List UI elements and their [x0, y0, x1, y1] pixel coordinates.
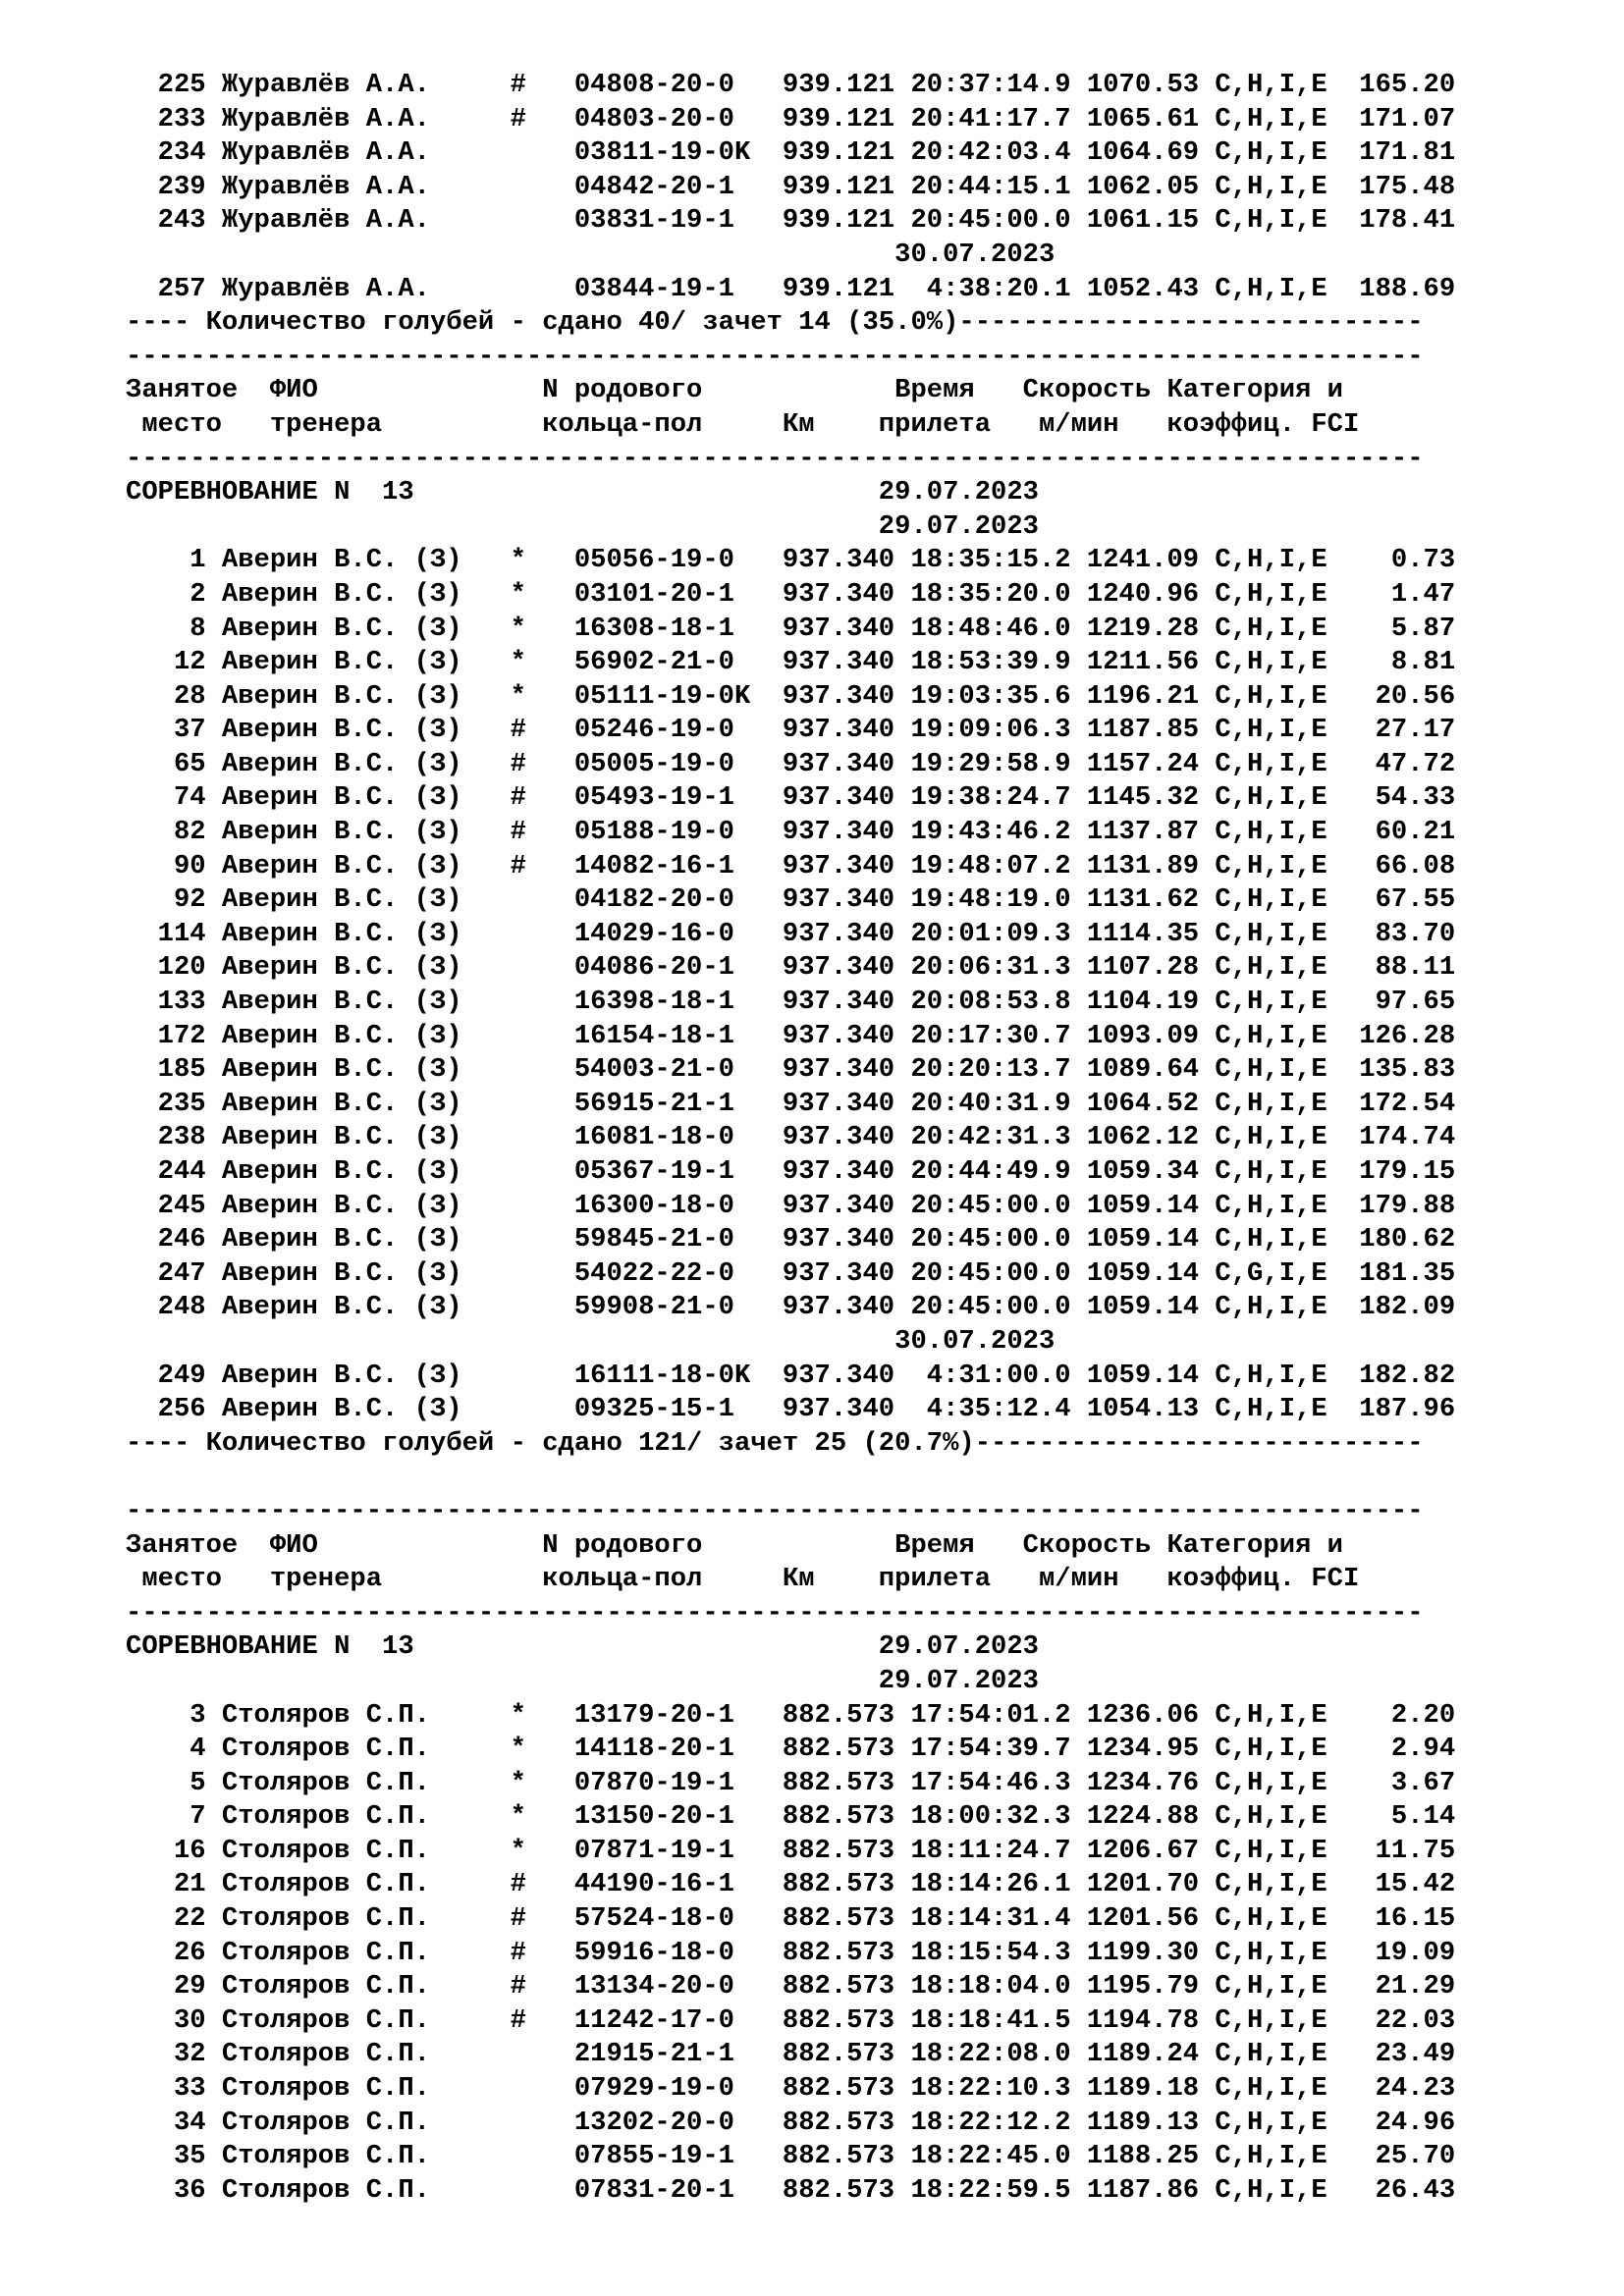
results-page [126, 69, 1455, 2208]
result-row: 120 Аверин В.С. (З) 04086-20-1 937.340 20:06:31.3 1107.28 C,H,I,E 88.11 [126, 952, 1456, 984]
table-header: место тренера кольца-пол Км прилета м/мин коэффиц. FCI [126, 1564, 1360, 1595]
result-row: 5 Столяров С.П. * 07870-19-1 882.573 17:54:46.3 1234.76 C,H,I,E 3.67 [126, 1767, 1456, 1798]
result-row: 256 Аверин В.С. (З) 09325-15-1 937.340 4:35:12.4 1054.13 C,H,I,E 187.96 [126, 1394, 1456, 1425]
result-row: 238 Аверин В.С. (З) 16081-18-0 937.340 20:42:31.3 1062.12 C,H,I,E 174.74 [126, 1122, 1456, 1153]
result-row: 8 Аверин В.С. (З) * 16308-18-1 937.340 18:48:46.0 1219.28 C,H,I,E 5.87 [126, 613, 1456, 644]
result-row: 233 Журавлёв А.А. # 04803-20-0 939.121 20:41:17.7 1065.61 C,H,I,E 171.07 [126, 103, 1456, 134]
result-row: 26 Столяров С.П. # 59916-18-0 882.573 18:15:54.3 1199.30 C,H,I,E 19.09 [126, 1937, 1456, 1968]
result-row: 30 Столяров С.П. # 11242-17-0 882.573 18:18:41.5 1194.78 C,H,I,E 22.03 [126, 2004, 1456, 2036]
date-line: 29.07.2023 [126, 510, 1039, 542]
summary-line: ---- Количество голубей - сдано 40/ зачет 14 (35.0%)----------------------------- [126, 307, 1424, 339]
result-row: 243 Журавлёв А.А. 03831-19-1 939.121 20:45:00.0 1061.15 C,H,I,E 178.41 [126, 205, 1456, 237]
separator-line: --------------------------------------------------------------------------------- [126, 341, 1424, 372]
result-row: 16 Столяров С.П. * 07871-19-1 882.573 18:11:24.7 1206.67 C,H,I,E 11.75 [126, 1835, 1456, 1866]
competition-heading: СОРЕВНОВАНИЕ N 13 29.07.2023 [126, 1631, 1039, 1663]
blank-line [126, 1461, 1455, 1495]
result-row: 234 Журавлёв А.А. 03811-19-0K 939.121 20:42:03.4 1064.69 C,H,I,E 171.81 [126, 137, 1456, 169]
result-row: 2 Аверин В.С. (З) * 03101-20-1 937.340 18:35:20.0 1240.96 C,H,I,E 1.47 [126, 578, 1456, 610]
result-row: 90 Аверин В.С. (З) # 14082-16-1 937.340 19:48:07.2 1131.89 C,H,I,E 66.08 [126, 850, 1456, 881]
result-row: 82 Аверин В.С. (З) # 05188-19-0 937.340 19:43:46.2 1137.87 C,H,I,E 60.21 [126, 817, 1456, 848]
result-row: 3 Столяров С.П. * 13179-20-1 882.573 17:54:01.2 1236.06 C,H,I,E 2.20 [126, 1699, 1456, 1731]
result-row: 246 Аверин В.С. (З) 59845-21-0 937.340 20:45:00.0 1059.14 C,H,I,E 180.62 [126, 1224, 1456, 1255]
result-row: 249 Аверин В.С. (З) 16111-18-0K 937.340 4:31:00.0 1059.14 C,H,I,E 182.82 [126, 1360, 1456, 1391]
result-row: 245 Аверин В.С. (З) 16300-18-0 937.340 20:45:00.0 1059.14 C,H,I,E 179.88 [126, 1190, 1456, 1221]
result-row: 32 Столяров С.П. 21915-21-1 882.573 18:22:08.0 1189.24 C,H,I,E 23.49 [126, 2039, 1456, 2070]
result-row: 37 Аверин В.С. (З) # 05246-19-0 937.340 19:09:06.3 1187.85 C,H,I,E 27.17 [126, 715, 1456, 746]
result-row: 29 Столяров С.П. # 13134-20-0 882.573 18:18:04.0 1195.79 C,H,I,E 21.29 [126, 1971, 1456, 2002]
result-row: 35 Столяров С.П. 07855-19-1 882.573 18:22:45.0 1188.25 C,H,I,E 25.70 [126, 2141, 1456, 2172]
result-row: 74 Аверин В.С. (З) # 05493-19-1 937.340 19:38:24.7 1145.32 C,H,I,E 54.33 [126, 782, 1456, 814]
result-row: 92 Аверин В.С. (З) 04182-20-0 937.340 19:48:19.0 1131.62 C,H,I,E 67.55 [126, 884, 1456, 916]
result-row: 12 Аверин В.С. (З) * 56902-21-0 937.340 18:53:39.9 1211.56 C,H,I,E 8.81 [126, 647, 1456, 678]
table-header: место тренера кольца-пол Км прилета м/мин коэффиц. FCI [126, 408, 1360, 440]
date-line: 30.07.2023 [126, 239, 1056, 270]
result-row: 185 Аверин В.С. (З) 54003-21-0 937.340 20:20:13.7 1089.64 C,H,I,E 135.83 [126, 1054, 1456, 1086]
result-row: 28 Аверин В.С. (З) * 05111-19-0K 937.340 19:03:35.6 1196.21 C,H,I,E 20.56 [126, 680, 1456, 712]
date-line: 29.07.2023 [126, 1665, 1039, 1696]
result-row: 33 Столяров С.П. 07929-19-0 882.573 18:22:10.3 1189.18 C,H,I,E 24.23 [126, 2073, 1456, 2105]
result-row: 257 Журавлёв А.А. 03844-19-1 939.121 4:38:20.1 1052.43 C,H,I,E 188.69 [126, 273, 1456, 304]
result-row: 239 Журавлёв А.А. 04842-20-1 939.121 20:44:15.1 1062.05 C,H,I,E 175.48 [126, 171, 1456, 202]
result-row: 65 Аверин В.С. (З) # 05005-19-0 937.340 19:29:58.9 1157.24 C,H,I,E 47.72 [126, 748, 1456, 779]
separator-line: --------------------------------------------------------------------------------- [126, 1495, 1424, 1526]
result-row: 248 Аверин В.С. (З) 59908-21-0 937.340 20:45:00.0 1059.14 C,H,I,E 182.09 [126, 1292, 1456, 1323]
table-header: Занятое ФИО N родового Время Скорость Категория и [126, 1529, 1343, 1561]
result-row: 133 Аверин В.С. (З) 16398-18-1 937.340 20:08:53.8 1104.19 C,H,I,E 97.65 [126, 987, 1456, 1018]
result-row: 114 Аверин В.С. (З) 14029-16-0 937.340 20:01:09.3 1114.35 C,H,I,E 83.70 [126, 918, 1456, 949]
table-header: Занятое ФИО N родового Время Скорость Категория и [126, 375, 1343, 406]
result-row: 7 Столяров С.П. * 13150-20-1 882.573 18:00:32.3 1224.88 C,H,I,E 5.14 [126, 1801, 1456, 1833]
result-row: 22 Столяров С.П. # 57524-18-0 882.573 18:14:31.4 1201.56 C,H,I,E 16.15 [126, 1903, 1456, 1935]
result-row: 1 Аверин В.С. (З) * 05056-19-0 937.340 18:35:15.2 1241.09 C,H,I,E 0.73 [126, 545, 1456, 576]
competition-heading: СОРЕВНОВАНИЕ N 13 29.07.2023 [126, 477, 1039, 508]
result-row: 225 Журавлёв А.А. # 04808-20-0 939.121 20:37:14.9 1070.53 C,H,I,E 165.20 [126, 70, 1456, 100]
result-row: 21 Столяров С.П. # 44190-16-1 882.573 18:14:26.1 1201.70 C,H,I,E 15.42 [126, 1869, 1456, 1900]
date-line: 30.07.2023 [126, 1325, 1056, 1357]
result-row: 36 Столяров С.П. 07831-20-1 882.573 18:22:59.5 1187.86 C,H,I,E 26.43 [126, 2174, 1456, 2206]
separator-line: --------------------------------------------------------------------------------- [126, 1597, 1424, 1629]
separator-line: --------------------------------------------------------------------------------- [126, 443, 1424, 474]
result-row: 244 Аверин В.С. (З) 05367-19-1 937.340 20:44:49.9 1059.34 C,H,I,E 179.15 [126, 1156, 1456, 1187]
result-row: 4 Столяров С.П. * 14118-20-1 882.573 17:54:39.7 1234.95 C,H,I,E 2.94 [126, 1734, 1456, 1765]
summary-line: ---- Количество голубей - сдано 121/ зачет 25 (20.7%)---------------------------- [126, 1427, 1424, 1459]
result-row: 34 Столяров С.П. 13202-20-0 882.573 18:22:12.2 1189.13 C,H,I,E 24.96 [126, 2107, 1456, 2138]
result-row: 247 Аверин В.С. (З) 54022-22-0 937.340 20:45:00.0 1059.14 C,G,I,E 181.35 [126, 1257, 1456, 1289]
result-row: 235 Аверин В.С. (З) 56915-21-1 937.340 20:40:31.9 1064.52 C,H,I,E 172.54 [126, 1088, 1456, 1119]
result-row: 172 Аверин В.С. (З) 16154-18-1 937.340 20:17:30.7 1093.09 C,H,I,E 126.28 [126, 1020, 1456, 1051]
